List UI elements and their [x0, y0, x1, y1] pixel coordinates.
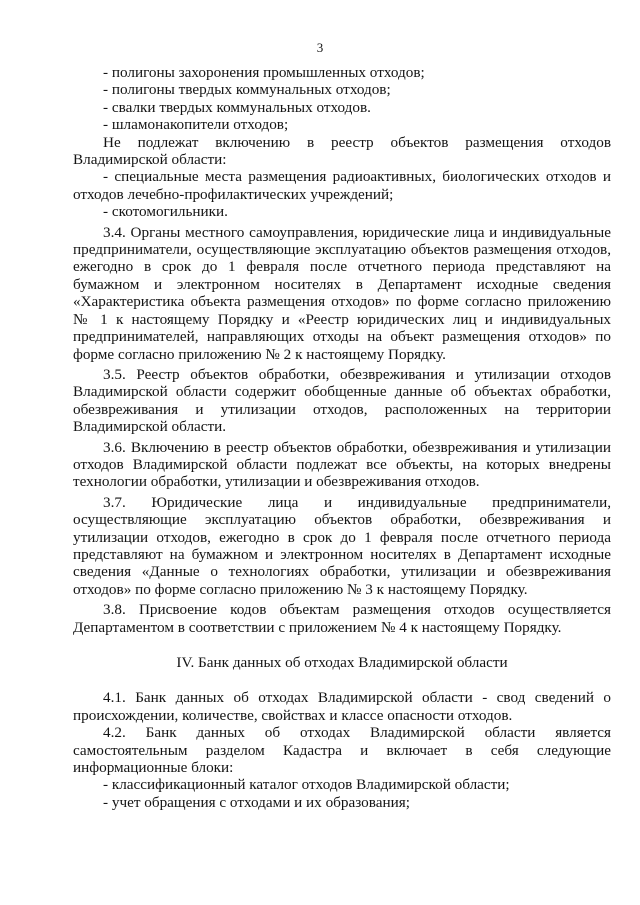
page-number: 3 [316, 40, 324, 55]
paragraph: Не подлежат включению в реестр объектов размещения отходов Владимирской области: [73, 133, 611, 169]
paragraph-3-4: 3.4. Органы местного самоуправления, юридические лица и индивидуальные предприниматели, осуществляющие эксплуатацию объектов размещения отходов, ежегодно в срок до 1 февраля после отчетного периода представляют на бумажном и электронном носителях в Департамент исходные сведения «Характеристика объекта размещения отходов» по форме согласно приложению № 1 к настоящему Порядку и «Реестр юридических лиц и индивидуальных предпринимателей, направляющих отходы на объект размещения отходов» по форме согласно приложению № 2 к настоящему Порядку. [73, 223, 611, 363]
list-item: - шламонакопители отходов; [103, 116, 289, 134]
list-item: - полигоны захоронения промышленных отходов; [103, 64, 425, 81]
list-item: - классификационный каталог отходов Владимирской области; [103, 776, 510, 794]
list-item: - полигоны твердых коммунальных отходов; [103, 81, 391, 99]
paragraph-4-2: 4.2. Банк данных об отходах Владимирской области является самостоятельным разделом Кадастра и включает в себя следующие информационные блоки: [73, 724, 611, 777]
paragraph-3-5: 3.5. Реестр объектов обработки, обезвреживания и утилизации отходов Владимирской области содержит обобщенные данные об объектах обработки, обезвреживания и утилизации отходов, расположенных на территории Владимирской области. [73, 365, 611, 436]
document-body [73, 64, 611, 811]
list-item: - специальные места размещения радиоактивных, биологических отходов и отходов лечебно-профилактических учреждений; [73, 168, 611, 203]
list-item: - учет обращения с отходами и их образования; [103, 793, 410, 811]
paragraph-3-7: 3.7. Юридические лица и индивидуальные предприниматели, осуществляющие эксплуатацию объектов обработки, обезвреживания и утилизации отходов, ежегодно в срок до 1 февраля после отчетного периода представляют на бумажном и электронном носителях в Департамент исходные сведения «Данные о технологиях обработки, утилизации и обезвреживания отходов» по форме согласно приложению № 3 к настоящему Порядку. [73, 493, 611, 598]
paragraph-3-8: 3.8. Присвоение кодов объектам размещения отходов осуществляется Департаментом в соответствии с приложением № 4 к настоящему Порядку. [73, 601, 611, 636]
list-item: - скотомогильники. [103, 203, 228, 221]
paragraph-4-1: 4.1. Банк данных об отходах Владимирской области - свод сведений о происхождении, количестве, свойствах и классе опасности отходов. [73, 689, 611, 724]
paragraph-3-6: 3.6. Включению в реестр объектов обработки, обезвреживания и утилизации отходов Владимирской области подлежат все объекты, на которых внедрены технологии обработки, утилизации и обезвреживания отходов. [73, 438, 611, 491]
section-heading: IV. Банк данных об отходах Владимирской области [176, 654, 508, 671]
list-item: - свалки твердых коммунальных отходов. [103, 98, 371, 116]
